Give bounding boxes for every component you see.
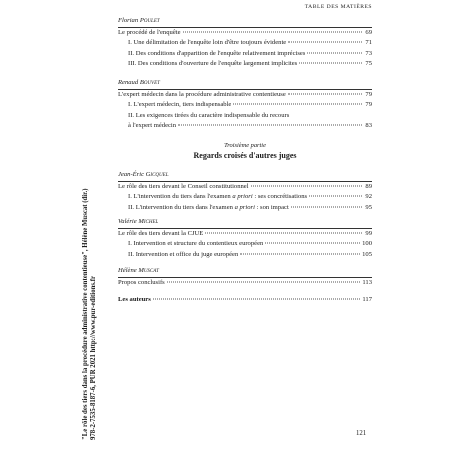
toc-entry-page: 83 <box>365 121 372 129</box>
toc-entry-page: 113 <box>362 279 372 287</box>
toc-entry-page: 89 <box>365 183 372 191</box>
author-last-name: Michel <box>138 218 159 225</box>
toc-entry-title: I. Intervention et structure du contentieux européen <box>128 240 264 248</box>
running-head: TABLE DES MATIÈRES <box>304 4 372 10</box>
toc-subentry[interactable] <box>118 49 372 59</box>
toc-entry-page: 100 <box>362 240 372 248</box>
author-first-name: Renaud <box>118 79 139 86</box>
toc-entry-title: Le procédé de l'enquête <box>118 29 181 37</box>
toc-subentry[interactable] <box>118 239 372 249</box>
leader-dots <box>153 299 361 300</box>
toc-section-authors <box>118 295 372 305</box>
title-text: I. L'intervention du tiers dans l'examen <box>128 193 233 201</box>
toc-entry-title: II. Des conditions d'apparition de l'enquête relativement imprécises <box>128 49 306 57</box>
leader-dots <box>309 196 362 197</box>
toc-entry-page: 117 <box>362 296 372 303</box>
toc-entry-title: Les auteurs <box>118 296 151 303</box>
toc-entry-page: 69 <box>365 29 372 37</box>
part-heading <box>118 141 372 161</box>
title-text: II. L'intervention du tiers dans l'examen <box>128 203 235 211</box>
toc-entry-continuation <box>128 121 372 131</box>
author-name <box>118 266 372 276</box>
author-first-name: Hélène <box>118 267 137 274</box>
toc-entry-title: L'expert médecin dans la procédure administrative contentieuse <box>118 91 286 99</box>
toc-entry-title: Le rôle des tiers devant la CJUE <box>118 230 204 238</box>
leader-dots <box>265 243 360 244</box>
author-last-name: Poulet <box>139 17 160 24</box>
title-text: : ses concrétisations <box>252 193 308 201</box>
leader-dots <box>288 42 362 43</box>
author-last-name: Gicquel <box>145 171 169 178</box>
leader-dots <box>178 124 362 125</box>
toc-entry-title-line2: à l'expert médecin <box>128 121 177 129</box>
toc-entry-title: I. Une délimitation de l'enquête loin d'être toujours évidente <box>128 39 287 47</box>
toc-subentry[interactable] <box>118 250 372 260</box>
toc-entry-title: Le rôle des tiers devant le Conseil constitutionnel <box>118 183 249 191</box>
toc-entry-authors[interactable] <box>118 295 372 305</box>
toc-entry-title: II. Intervention et office du juge européen <box>128 250 239 258</box>
author-name <box>118 217 372 227</box>
leader-dots <box>240 253 360 254</box>
toc-entry-page: 79 <box>365 91 372 99</box>
leader-dots <box>183 32 362 33</box>
toc-subentry[interactable] <box>118 38 372 48</box>
spine-citation-line1: "Le rôle des tiers dans la procédure administrative contentieuse", Hélène Muscat (dir.) <box>82 188 89 440</box>
leader-dots <box>307 52 362 53</box>
page-number: 121 <box>356 430 367 437</box>
toc-entry-page: 95 <box>365 203 372 211</box>
toc-entry[interactable] <box>118 182 372 192</box>
toc-entry[interactable] <box>118 90 372 100</box>
author-name <box>118 16 372 26</box>
leader-dots <box>291 206 362 207</box>
toc-section-muscat <box>118 266 372 288</box>
author-last-name: Muscat <box>138 267 159 274</box>
toc-section-gicquel <box>118 170 372 213</box>
toc-entry-title <box>128 203 289 213</box>
leader-dots <box>299 62 362 63</box>
toc-entry[interactable] <box>118 28 372 38</box>
toc-entry-page: 99 <box>365 230 372 238</box>
toc-entry-page: 92 <box>365 193 372 201</box>
toc-entry[interactable] <box>118 278 372 288</box>
toc-subentry[interactable] <box>118 59 372 69</box>
author-first-name: Jean-Éric <box>118 171 144 178</box>
toc-entry-page: 73 <box>365 49 372 57</box>
toc-entry-title: III. Des conditions d'ouverture de l'enquête largement implicites <box>128 59 298 67</box>
toc-subentry[interactable] <box>118 100 372 110</box>
toc-entry-title <box>128 192 307 202</box>
author-last-name: Bouvet <box>139 79 160 86</box>
spine-citation <box>82 188 98 440</box>
toc-entry-page: 75 <box>365 59 372 67</box>
leader-dots <box>251 186 362 187</box>
toc-section-poulet <box>118 16 372 69</box>
author-name <box>118 170 372 180</box>
toc-subentry[interactable] <box>118 192 372 202</box>
toc-section-bouvet <box>118 78 372 131</box>
author-first-name: Florian <box>118 17 139 24</box>
toc-entry-title-line1: II. Les exigences tirées du caractère indispensable du recours <box>128 111 290 119</box>
toc-entry-title: I. L'expert médecin, tiers indispensable <box>128 101 232 109</box>
leader-dots <box>167 282 361 283</box>
title-text: : son impact <box>254 203 289 211</box>
toc-section-michel <box>118 217 372 260</box>
author-first-name: Valérie <box>118 218 137 225</box>
spine-citation-line2: 978-2-7535-8187-6, PUR 2021 http://www.pur-editions.fr <box>90 276 98 440</box>
toc-entry[interactable] <box>118 229 372 239</box>
title-emphasis: a priori <box>234 203 255 211</box>
author-name <box>118 78 372 88</box>
leader-dots <box>205 233 362 234</box>
leader-dots <box>288 94 362 95</box>
part-title: Regards croisés d'autres juges <box>193 151 297 161</box>
toc-entry-page: 71 <box>365 39 372 47</box>
leader-dots <box>233 104 362 105</box>
toc-entry-page: 105 <box>362 250 372 258</box>
toc-entry-page: 79 <box>365 101 372 109</box>
part-label: Troisième partie <box>224 142 266 149</box>
toc-subentry[interactable] <box>118 203 372 213</box>
toc-entry-title: Propos conclusifs <box>118 279 165 287</box>
toc-subentry-multiline[interactable] <box>118 111 372 131</box>
title-emphasis: a priori <box>232 193 253 201</box>
